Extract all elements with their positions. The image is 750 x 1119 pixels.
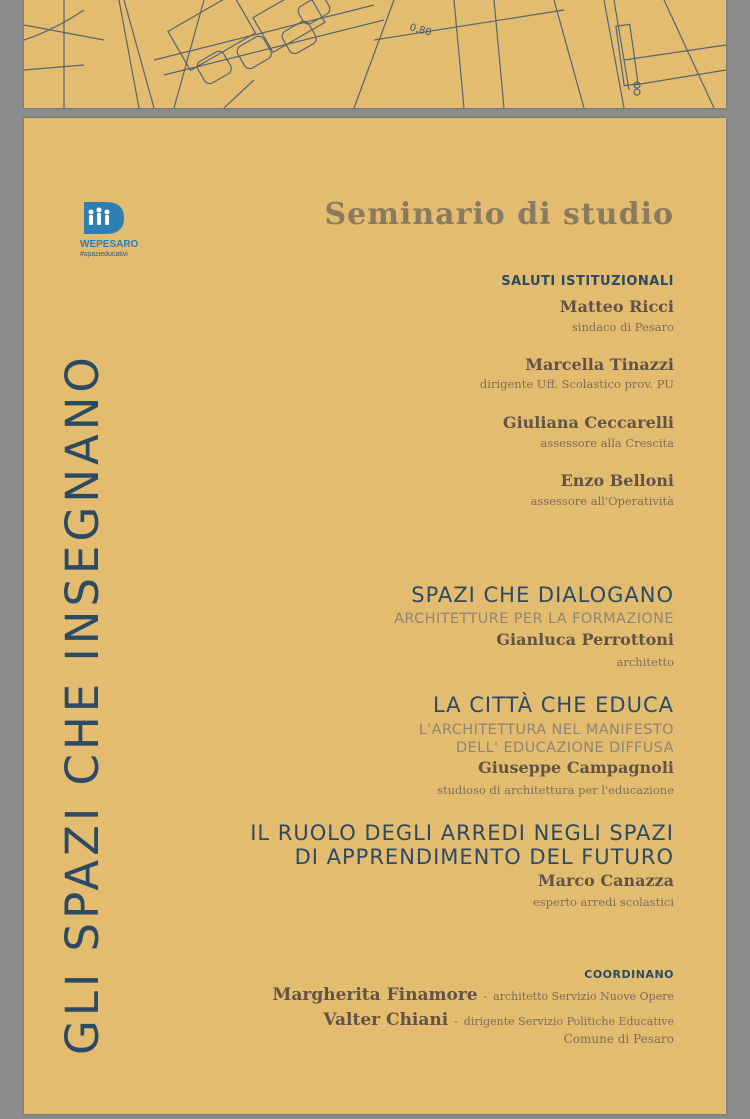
- greeting-role: dirigente Uff. Scolastico prov. PU: [479, 377, 674, 391]
- coordinator-line: [323, 1010, 674, 1030]
- talk-speaker-role: architetto: [616, 655, 674, 669]
- coordinator-separator: -: [483, 990, 488, 1003]
- coordination-organization: Comune di Pesaro: [563, 1032, 674, 1046]
- talk-title: IL RUOLO DEGLI ARREDI NEGLI SPAZI: [250, 821, 674, 845]
- logo-name: WEPESARO: [80, 239, 139, 250]
- vertical-main-title: GLI SPAZI CHE INSEGNANO: [56, 353, 109, 1055]
- greeting-name: Enzo Belloni: [560, 471, 674, 490]
- greeting-name: Matteo Ricci: [559, 297, 674, 316]
- talk-subtitle: L'ARCHITETTURA NEL MANIFESTO: [418, 722, 674, 738]
- talk-title: DI APPRENDIMENTO DEL FUTURO: [294, 845, 674, 869]
- talk-speaker-role: esperto arredi scolastici: [532, 895, 674, 909]
- talk-speaker-role: studioso di architettura per l'educazione: [437, 783, 674, 797]
- coordination-heading: COORDINANO: [584, 968, 674, 981]
- talk-subtitle: ARCHITETTURE PER LA FORMAZIONE: [394, 611, 674, 627]
- talk-subtitle: DELL' EDUCAZIONE DIFFUSA: [455, 740, 674, 756]
- talk-title: SPAZI CHE DIALOGANO: [411, 583, 674, 607]
- greeting-name: Marcella Tinazzi: [525, 355, 674, 374]
- greetings-heading: SALUTI ISTITUZIONALI: [501, 274, 674, 289]
- talk-title: LA CITTÀ CHE EDUCA: [432, 693, 674, 717]
- blueprint-dimension-label: 0,80: [408, 22, 433, 39]
- coordinator-role: architetto Servizio Nuove Opere: [493, 990, 674, 1003]
- coordinator-line: [273, 985, 674, 1005]
- coordinator-separator: -: [454, 1015, 458, 1028]
- previous-page-fragment: [24, 0, 726, 108]
- coordinator-name: Valter Chiani: [323, 1010, 449, 1030]
- greeting-name: Giuliana Ceccarelli: [502, 413, 674, 432]
- blueprint-illustration: [24, 0, 726, 108]
- talk-speaker: Gianluca Perrottoni: [496, 630, 674, 649]
- greeting-role: sindaco di Pesaro: [571, 320, 674, 334]
- seminar-title: Seminario di studio: [324, 197, 674, 232]
- greeting-role: assessore all'Operatività: [530, 494, 674, 508]
- wepesaro-logo-icon: [80, 200, 130, 236]
- coordinator-name: Margherita Finamore: [272, 985, 478, 1005]
- talk-speaker: Giuseppe Campagnoli: [478, 758, 674, 777]
- logo-hashtag: #spazieducativi: [80, 251, 128, 258]
- greeting-role: assessore alla Crescita: [540, 436, 674, 450]
- coordinator-role: dirigente Servizio Politiche Educative: [463, 1015, 674, 1028]
- talk-speaker: Marco Canazza: [537, 871, 674, 890]
